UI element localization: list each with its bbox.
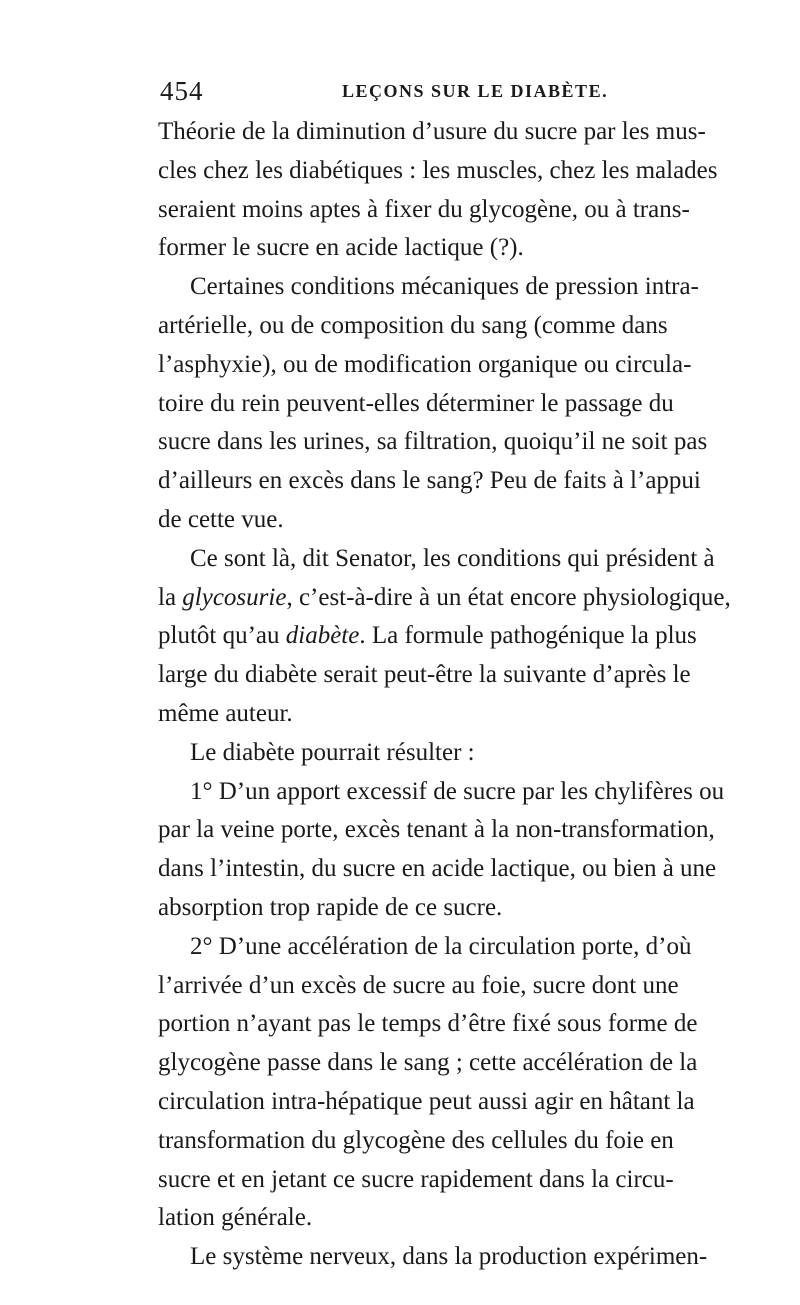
- text-line: de cette vue.: [158, 505, 284, 533]
- text-line: sucre et en jetant ce sucre rapidement dans la circu-: [158, 1165, 674, 1193]
- text-segment: . La formule pathogénique la plus: [359, 622, 697, 650]
- text-line: Ce sont là, dit Senator, les conditions qui président à: [190, 544, 715, 572]
- running-head: LEÇONS SUR LE DIABÈTE.: [342, 81, 609, 101]
- text-line: former le sucre en acide lactique (?).: [158, 234, 524, 262]
- body-text: [158, 113, 731, 1277]
- text-line: seraient moins aptes à fixer du glycogène, ou à trans-: [158, 195, 690, 223]
- italic-term-diabete: diabète: [285, 622, 360, 650]
- text-line: Le diabète pourrait résulter :: [190, 738, 475, 766]
- page-header: [160, 76, 620, 110]
- italic-term-glycosurie: glycosurie: [182, 583, 287, 611]
- text-line: transformation du glycogène des cellules du foie en: [158, 1126, 674, 1154]
- text-line: absorption trop rapide de ce sucre.: [158, 893, 503, 921]
- text-line: circulation intra-hépatique peut aussi agir en hâtant la: [158, 1087, 695, 1115]
- page-number: 454: [160, 76, 204, 106]
- text-line: sucre dans les urines, sa filtration, quoiqu’il ne soit pas: [158, 428, 708, 456]
- text-line: cles chez les diabétiques : les muscles, chez les malades: [158, 156, 718, 184]
- text-line: large du diabète serait peut-être la suivante d’après le: [158, 661, 691, 689]
- text-line: [158, 617, 697, 656]
- text-line: lation générale.: [158, 1204, 313, 1232]
- text-line: dans l’intestin, du sucre en acide lactique, ou bien à une: [158, 855, 717, 883]
- text-line: d’ailleurs en excès dans le sang? Peu de faits à l’appui: [158, 467, 701, 495]
- text-line: toire du rein peuvent-elles déterminer le passage du: [158, 389, 674, 417]
- text-line: l’arrivée d’un excès de sucre au foie, sucre dont une: [158, 971, 679, 999]
- text-line: [158, 579, 731, 618]
- text-line: Certaines conditions mécaniques de pression intra-: [190, 273, 699, 301]
- text-line: par la veine porte, excès tenant à la non-transformation,: [158, 816, 715, 844]
- text-segment: , c’est-à-dire à un état encore physiologique,: [286, 583, 731, 611]
- text-line: glycogène passe dans le sang ; cette accélération de la: [158, 1049, 698, 1077]
- text-line: l’asphyxie), ou de modification organique ou circula-: [158, 350, 692, 378]
- text-segment: plutôt qu’au: [158, 622, 286, 650]
- text-line: artérielle, ou de composition du sang (comme dans: [158, 311, 668, 339]
- text-line: même auteur.: [158, 699, 293, 727]
- text-line: portion n’ayant pas le temps d’être fixé sous forme de: [158, 1010, 698, 1038]
- text-line: 1° D’un apport excessif de sucre par les chylifères ou: [190, 777, 725, 805]
- text-segment: la: [158, 583, 183, 611]
- text-line: 2° D’une accélération de la circulation porte, d’où: [190, 932, 692, 960]
- text-line: Théorie de la diminution d’usure du sucre par les mus-: [158, 118, 706, 145]
- text-line: Le système nerveux, dans la production expérimen-: [190, 1243, 708, 1271]
